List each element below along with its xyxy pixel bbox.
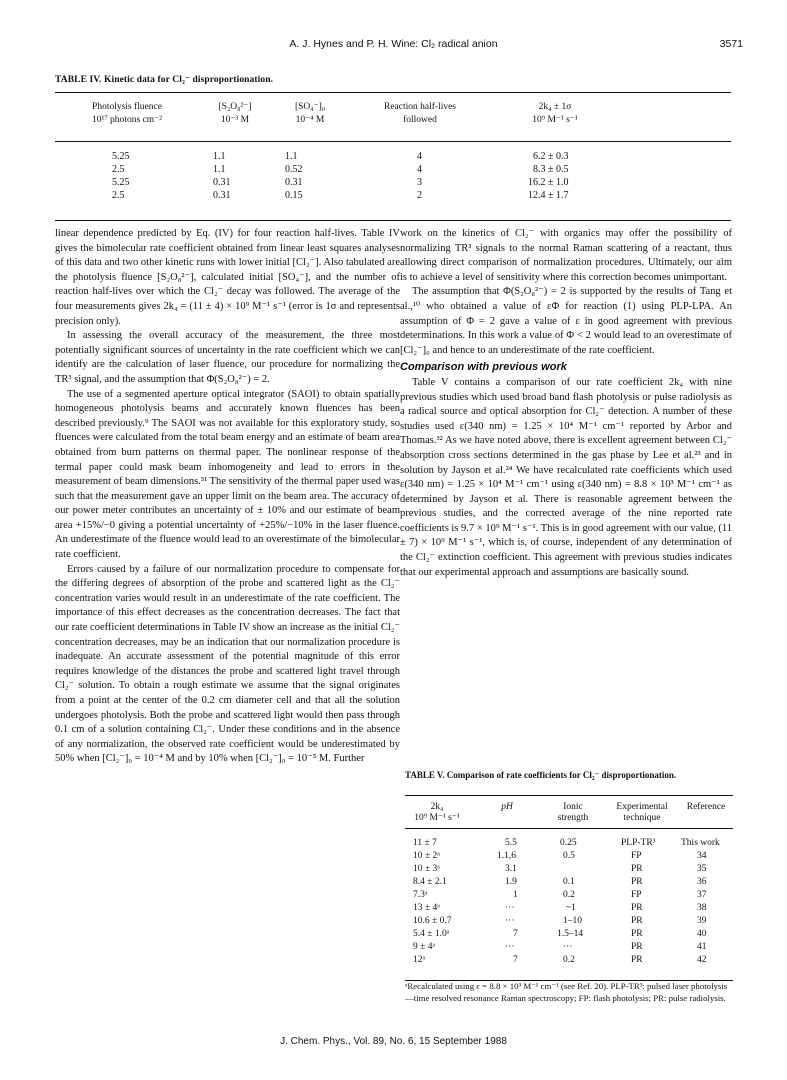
table-row [405, 941, 733, 954]
table-cell: 5.4 ± 1.0ᵃ [413, 929, 450, 939]
table4-header-fluence [67, 101, 187, 127]
header-unit: 10⁻⁴ M [295, 115, 325, 125]
table5-header-ionic [543, 802, 603, 824]
table5-caption: TABLE V. Comparison of rate coefficients for Cl₂⁻ disproportionation. [405, 770, 677, 780]
header-unit: strength [557, 813, 589, 823]
table4-header-persulfate [205, 101, 265, 127]
table5-header-technique [607, 802, 677, 824]
table-cell: 10 ± 2ᵃ [413, 851, 440, 861]
table-cell: 41 [697, 942, 707, 952]
table-cell: 0.1 [563, 877, 575, 887]
header-line: Ionic [563, 802, 583, 812]
table-cell: 0.31 [213, 190, 231, 201]
table-cell: 13 ± 4ᵃ [413, 903, 440, 913]
table-cell: 0.15 [285, 190, 303, 201]
table-cell: 6.2 ± 0.3 [533, 151, 569, 162]
table-cell: PLP-TR³ [621, 838, 656, 848]
page-number: 3571 [719, 38, 743, 50]
table-cell: PR [631, 877, 643, 887]
table-cell: 4 [417, 164, 422, 175]
right-column [400, 227, 732, 580]
table-row [405, 863, 733, 876]
table-cell: 42 [697, 955, 707, 965]
table-cell: 1 [513, 890, 518, 900]
table-cell: 34 [697, 851, 707, 861]
paragraph: Errors caused by a failure of our normalization procedure to compensate for the differing degrees of absorption of the probe and scattered light as the Cl₂⁻ concentration varies would result in an underestimate of the rate coefficient. The importance of this effect decreases as the concentration decreases. The fact that our rate coefficient determinations in Table IV show an increase as the initial Cl₂⁻ concentration decreases, may be an indication that our normalization procedure is inadequate. An accurate assessment of the potential magnitude of this error requires knowledge of the distances the probe and scattered light travel through Cl₂⁻ solution. To obtain a rough estimate we assume that the signal originates from a point at the center of the 0.2 cm diameter cell and that all the solution undergoes photolysis. Both the probe and scattered light would then pass through 0.1 cm of a solution containing Cl₂⁻. Under these conditions and in the absence of any normalization, the observed rate coefficient would be underestimated by 50% when [Cl₂⁻]₀ = 10⁻⁴ M and by 10% when [Cl₂⁻]₀ = 10⁻⁵ M. Further [55, 563, 400, 765]
table-cell: 9 ± 4ᵃ [413, 942, 436, 952]
table-row [55, 176, 731, 189]
header-line: 2k₄ ± 1σ [538, 102, 572, 112]
table-cell: 8.3 ± 0.5 [533, 164, 569, 175]
header-unit: 10⁹ M⁻¹ s⁻¹ [414, 813, 460, 823]
table-cell: ··· [505, 942, 515, 952]
table-row [55, 150, 731, 163]
table4-header-sulfate [280, 101, 340, 127]
table4-header-halflives [365, 101, 475, 127]
header-line: 2k₄ [430, 802, 444, 812]
table-cell: 0.31 [213, 177, 231, 188]
table-row [405, 876, 733, 889]
paragraph: In assessing the overall accuracy of the measurement, the three most potentially significant sources of uncertainty in the rate coefficient which we can identify are the calculation of laser fluence, our procedure for normalizing the TR³ signal, and the assumption that Φ(S₂O₈²⁻) = 2. [55, 330, 400, 385]
table-cell: 2 [417, 190, 422, 201]
table-cell: 3 [417, 177, 422, 188]
table-cell: 4 [417, 151, 422, 162]
table-cell: 40 [697, 929, 707, 939]
table5-footnote: ᵃRecalculated using ε = 8.8 × 10³ M⁻¹ cm⁻¹ (see Ref. 20). PLP-TR³: pulsed laser photolysis—time resolved resonance Raman spectroscopy; FP: flash photolysis; PR: pulse radiolysis. [405, 981, 728, 1003]
table4 [55, 92, 731, 221]
table-cell: 5.5 [505, 838, 517, 848]
table4-body [55, 142, 731, 220]
table-cell: 1.1 [213, 151, 226, 162]
table-cell: ··· [563, 942, 573, 952]
header-line: Reference [686, 802, 726, 812]
journal-footer: J. Chem. Phys., Vol. 89, No. 6, 15 September 1988 [280, 1036, 507, 1047]
header-unit: 10¹⁷ photons cm⁻² [92, 115, 162, 125]
table-cell: 1.1 [213, 164, 226, 175]
table-cell: 0.5 [563, 851, 575, 861]
table-cell: PR [631, 916, 643, 926]
table-cell: 1.5–14 [557, 929, 584, 939]
header-unit: followed [403, 115, 437, 125]
table-cell: 7 [513, 929, 518, 939]
table-cell: 0.2 [563, 890, 575, 900]
table4-caption: TABLE IV. Kinetic data for Cl₂⁻ disproportionation. [55, 75, 274, 85]
table-row [405, 850, 733, 863]
table-cell: PR [631, 955, 643, 965]
table-cell: 35 [697, 864, 707, 874]
header-unit: technique [623, 813, 661, 823]
table-cell: 2.5 [112, 164, 125, 175]
header-unit: 10⁹ M⁻¹ s⁻¹ [532, 115, 578, 125]
table5-header-rate [409, 802, 465, 824]
table-cell: 5.25 [112, 177, 130, 188]
table-cell: 1.9 [505, 877, 517, 887]
header-line: pH [501, 802, 513, 812]
table5-body [405, 829, 733, 980]
table-cell: 0.52 [285, 164, 303, 175]
table-cell: PR [631, 942, 643, 952]
table-row [55, 189, 731, 202]
table-cell: ~1 [566, 903, 576, 913]
table-cell: 5.25 [112, 151, 130, 162]
table-cell: 2.5 [112, 190, 125, 201]
table-row [55, 163, 731, 176]
table-cell: 11 ± 7 [413, 838, 437, 848]
running-head-title: A. J. Hynes and P. H. Wine: Cl₂ radical anion [289, 38, 498, 50]
table-row [405, 915, 733, 928]
table-cell: 38 [697, 903, 707, 913]
table-row [405, 928, 733, 941]
table-cell: PR [631, 864, 643, 874]
table5 [405, 795, 733, 981]
table-row [405, 954, 733, 967]
table-cell: 7 [513, 955, 518, 965]
table-cell: 1.1,6 [497, 851, 516, 861]
table-cell: PR [631, 903, 643, 913]
table-cell: 1–10 [563, 916, 582, 926]
table-cell: ··· [505, 916, 515, 926]
header-line: Photolysis fluence [92, 102, 162, 112]
table-cell: FP [631, 890, 642, 900]
table-cell: 39 [697, 916, 707, 926]
table-cell: ··· [505, 903, 515, 913]
table4-header [55, 93, 731, 142]
paragraph: work on the kinetics of Cl₂⁻ with organics may offer the possibility of normalizing TR³ signals to the normal Raman scattering of a reactant, thus allowing direct comparison of normalization procedures. Ultimately, our aim is to achieve a level of sensitivity where this correction becomes unimportant. [400, 228, 732, 283]
table-cell: 3.1 [505, 864, 517, 874]
table-cell: 0.31 [285, 177, 303, 188]
left-column [55, 227, 400, 767]
table-cell: 0.25 [560, 838, 577, 848]
paragraph: The assumption that Φ(S₂O₈²⁻) = 2 is supported by the results of Tang et al.,¹⁰ who obtained a value of εΦ for reaction (1) using PLP-LPA. An assumption of Φ = 2 gave a value of ε in good agreement with previous determinations. In this work a value of Φ < 2 would lead to an overestimate of [Cl₂⁻]₀ and hence to an underestimate of the rate coefficient. [400, 286, 732, 356]
table-cell: FP [631, 851, 642, 861]
table-cell: 37 [697, 890, 707, 900]
table-cell: 0.2 [563, 955, 575, 965]
paragraph: linear dependence predicted by Eq. (IV) for four reaction half-lives. Table IV gives the bimolecular rate coefficient obtained from linear least squares analyses of this data and two other kinetic runs with lower initial [Cl₂⁻]. Also tabulated are the photolysis fluence [S₂O₈²⁻], calculated initial [SO₄⁻], and the number of reaction half-lives over which the Cl₂⁻ decay was followed. The average of the four measurements gives 2k₄ = (11 ± 4) × 10⁹ M⁻¹ s⁻¹ (error is 1σ and represents precision only). [55, 228, 400, 327]
table-cell: 7.3ᵃ [413, 890, 428, 900]
table4-header-rate [510, 101, 600, 127]
header-line: [SO₄⁻]₀ [294, 102, 326, 112]
table-cell: 1.1 [285, 151, 298, 162]
header-line: Experimental [616, 802, 668, 812]
header-line: [S₂O₈²⁻] [218, 102, 252, 112]
table-cell: 12ᵃ [413, 955, 426, 965]
table-cell: 16.2 ± 1.0 [528, 177, 569, 188]
table-cell: 10 ± 3ᵃ [413, 864, 440, 874]
table-row [405, 902, 733, 915]
header-unit: 10⁻³ M [220, 115, 250, 125]
table-cell: 12.4 ± 1.7 [528, 190, 569, 201]
table-cell: PR [631, 929, 643, 939]
paragraph: The use of a segmented aperture optical integrator (SAOI) to obtain spatially homogeneous photolysis beams and accurately known fluences has been described previously.⁹ The SAOI was not available for this exploratory study, so fluences were calculated from the total beam energy and an estimate of beam area obtained from burn patterns on thermal paper. The nonlinear response of the termal paper could mask beam inhomogeneity and lead to errors in the measurement of beam dimensions.³¹ The sensitivity of the thermal paper used was such that the measurement gave an upper limit on the beam area. The accuracy of our power meter contributes an uncertainty of ± 10% and our estimate of beam area +15%/−0 giving a potential uncertainty of +25%/−10% in the laser fluence. An underestimate of the fluence would lead to an overestimate of the bimolecular rate coefficient. [55, 388, 400, 561]
table-row [405, 889, 733, 902]
table5-header-ph [487, 802, 527, 813]
paragraph: Table V contains a comparison of our rate coefficient 2k₄ with nine previous studies which used broad band flash photolysis or pulse radiolysis as a radical source and optical absorption for Cl₂⁻ detection. A number of these studies used ε(340 nm) = 1.25 × 10⁴ M⁻¹ cm⁻¹ reported by Arbor and Thomas.³² As we have noted above, there is excellent agreement between Cl₂⁻ absorption cross sections determined in the gas phase by Lee et al.²³ and in solution by Jayson et al.²⁴ We have recalculated rate coefficients which used ε(340 nm) = 1.25 × 10⁴ M⁻¹ cm⁻¹ using ε(340 nm) = 8.8 × 10³ M⁻¹ cm⁻¹ as determined by Jayson et al. There is reasonable agreement between the previous studies, and the corrected average of the nine reported rate coefficients is 9.7 × 10⁹ M⁻¹ s⁻¹. This is in good agreement with our value, (11 ± 7) × 10⁹ M⁻¹ s⁻¹, which is, of course, independent of any determination of the Cl₂⁻ extinction coefficient. This agreement with previous studies indicates that our experimental approach and assumptions are basically sound. [400, 376, 732, 578]
table-cell: 8.4 ± 2.1 [413, 877, 447, 887]
table5-header-reference [679, 802, 733, 813]
table-row [405, 837, 733, 850]
table-cell: This work [681, 838, 720, 848]
table-cell: 36 [697, 877, 707, 887]
section-heading: Comparison with previous work [400, 361, 567, 374]
table-cell: 10.6 ± 0.7 [413, 916, 452, 926]
table5-header [405, 796, 733, 829]
header-line: Reaction half-lives [383, 102, 456, 112]
